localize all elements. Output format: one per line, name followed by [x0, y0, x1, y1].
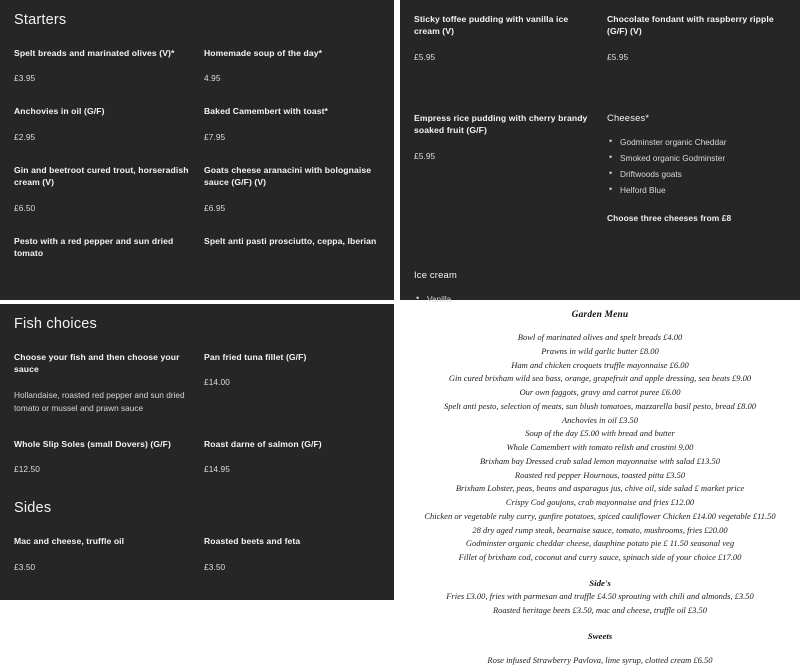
list-item: • Driftwoods goats	[607, 166, 786, 182]
menu-item	[414, 13, 593, 62]
list-item: • Godminster organic Cheddar	[607, 134, 786, 150]
menu-item-name: Anchovies in oil (G/F)	[14, 106, 105, 117]
menu-item-name: Roast darne of salmon (G/F)	[204, 438, 322, 449]
sides-section-title: Sides	[14, 500, 52, 517]
menu-item-name: Baked Camembert with toast*	[204, 106, 328, 117]
menu-item	[14, 164, 190, 213]
list-item: • Smoked organic Godminster	[607, 150, 786, 166]
menu-item-price: £14.95	[204, 464, 230, 475]
menu-item-name: Mac and cheese, truffle oil	[14, 536, 125, 547]
garden-line: Fries £3.00, fries with parmesan and truffle £4.50 sprouting with chili and almonds, £3.50	[446, 591, 754, 602]
menu-item-price: £3.95	[14, 73, 36, 84]
cheeses-title: Cheeses*	[607, 111, 650, 123]
fish-section-title: Fish choices	[14, 316, 97, 332]
menu-item-price: £5.95	[414, 150, 436, 161]
menu-item	[204, 351, 380, 416]
menu-item-price: 4.95	[204, 73, 221, 84]
menu-item	[204, 535, 380, 571]
menu-item-name: Chocolate fondant with raspberry ripple (G/F) (V)	[607, 14, 774, 37]
fish-grid	[14, 351, 380, 496]
garden-line: Anchovies in oil £3.50	[561, 414, 638, 425]
menu-item	[14, 535, 190, 571]
menu-item-price: £2.95	[14, 131, 36, 142]
list-item: • Helford Blue	[607, 182, 786, 198]
starters-grid	[14, 47, 380, 260]
desserts-grid	[414, 13, 786, 345]
menu-item	[14, 105, 190, 141]
garden-line: Soup of the day £5.00 with bread and butter	[525, 428, 675, 439]
menu-item-name: Empress rice pudding with cherry brandy soaked fruit (G/F)	[414, 112, 588, 136]
menu-item-name: Spelt anti pasti prosciutto, ceppa, Iberian	[204, 235, 377, 246]
garden-spacer	[410, 643, 790, 654]
garden-line: Whole Camembert with tomato relish and crostini 9.00	[506, 442, 694, 453]
menu-item-name: Roasted beets and feta	[204, 536, 301, 547]
menu-item-name: Goats cheese aranacini with bolognaise sauce (G/F) (V)	[204, 164, 372, 188]
menu-item-description: Hollandaise, roasted red pepper and sun dried tomato or mussel and prawn sauce	[14, 389, 185, 414]
garden-line: Spelt anti pesto, selection of meats, sun blush tomatoes, mazzarella basil pesto, bread £8.00	[444, 400, 756, 411]
menu-item-name: Choose your fish and then choose your sauce	[14, 352, 180, 375]
menu-item-name: Sticky toffee pudding with vanilla ice cream (V)	[414, 14, 569, 37]
garden-sides-title: Side's	[589, 578, 611, 589]
menu-item	[14, 351, 190, 416]
cheeses-list	[607, 134, 786, 199]
menu-item	[204, 438, 380, 474]
menu-item-name: Spelt breads and marinated olives (V)*	[14, 48, 175, 58]
menu-item	[14, 47, 190, 83]
menu-item	[14, 438, 190, 474]
garden-line: Chicken or vegetable ruby curry, gunfire potatoes, spiced cauliflower Chicken £14.00 vegetable £11.50	[424, 510, 776, 521]
garden-menu-title: Garden Menu	[571, 310, 629, 320]
menu-item	[414, 112, 593, 223]
menu-item	[204, 164, 380, 213]
menu-item	[204, 235, 380, 260]
menu-item-name: Pesto with a red pepper and sun dried tomato	[14, 235, 174, 259]
garden-line: Gin cured brixham wild sea bass, orange, grapefruit and apple dressing, sea beats £9.00	[448, 373, 752, 384]
garden-line: Prawns in wild garlic butter £8.00	[541, 345, 659, 356]
garden-line: Our own faggots, gravy and carrot puree £6.00	[519, 387, 681, 398]
menu-item-price: £6.50	[14, 202, 36, 213]
starters-panel	[0, 0, 394, 300]
menu-item-name: Whole Slip Soles (small Dovers) (G/F)	[14, 438, 171, 449]
menu-item	[607, 13, 786, 62]
garden-line: Roasted heritage beets £3.50, mac and cheese, truffle oil £3.50	[492, 604, 708, 615]
garden-line: Rose infused Strawberry Pavlova, lime syrup, clotted cream £6.50	[487, 654, 713, 665]
menu-item-name: Pan fried tuna fillet (G/F)	[204, 352, 307, 362]
list-item: • Vanilla	[414, 291, 593, 307]
garden-line: Ham and chicken croquets truffle mayonnaise £6.00	[511, 359, 689, 370]
menu-item-price: £14.00	[204, 377, 230, 388]
menu-item-name: Gin and beetroot cured trout, horseradish cream (V)	[14, 164, 189, 188]
menu-item-price: £5.95	[607, 51, 629, 62]
menu-item-price: £3.50	[204, 561, 226, 572]
garden-line: Godminster organic cheddar cheese, dauphine potato pie £ 11.50 seasonal veg	[465, 538, 735, 549]
menu-item-price: £12.50	[14, 464, 40, 475]
fish-choices-panel	[0, 304, 394, 600]
menu-item	[204, 105, 380, 141]
menu-item-price: £6.95	[204, 202, 226, 213]
garden-line: Fillet of brixham cod, coconut and curry sauce, spinach side of your choice £17.00	[458, 552, 742, 563]
garden-line: Bowl of marinated olives and spelt breads £4.00	[517, 332, 683, 342]
cheeses-note: Choose three cheeses from £8	[607, 212, 732, 223]
garden-line: Brixham Lobster, peas, beans and asparagus jus, chive oil, side salad £ market price	[455, 483, 745, 494]
garden-sweets-title: Sweets	[587, 630, 613, 641]
menu-item	[14, 235, 190, 260]
desserts-panel	[400, 0, 800, 304]
menu-item-price: £7.95	[204, 131, 226, 142]
icecream-title: Ice cream	[414, 268, 457, 280]
garden-menu-panel	[400, 304, 800, 665]
menu-item-price: £3.50	[14, 561, 36, 572]
menu-item	[204, 47, 380, 83]
sides-grid	[14, 535, 380, 593]
garden-line: Brixham bay Dressed crab salad lemon mayonnaise with salad £13.50	[479, 455, 721, 466]
garden-line: Roasted red pepper Hournous, toasted pitta £3.50	[514, 469, 686, 480]
garden-line: Crispy Cod goujons, crab mayonnaise and fries £12.00	[505, 497, 695, 508]
menu-item-name: Homemade soup of the day*	[204, 48, 323, 58]
cheeses-block	[607, 112, 786, 223]
menu-item-price: £5.95	[414, 51, 436, 62]
garden-line: 28 dry aged rump steak, bearnaise sauce, tomato, mushrooms, fries £20.00	[472, 524, 728, 535]
starters-section-title: Starters	[14, 12, 67, 28]
